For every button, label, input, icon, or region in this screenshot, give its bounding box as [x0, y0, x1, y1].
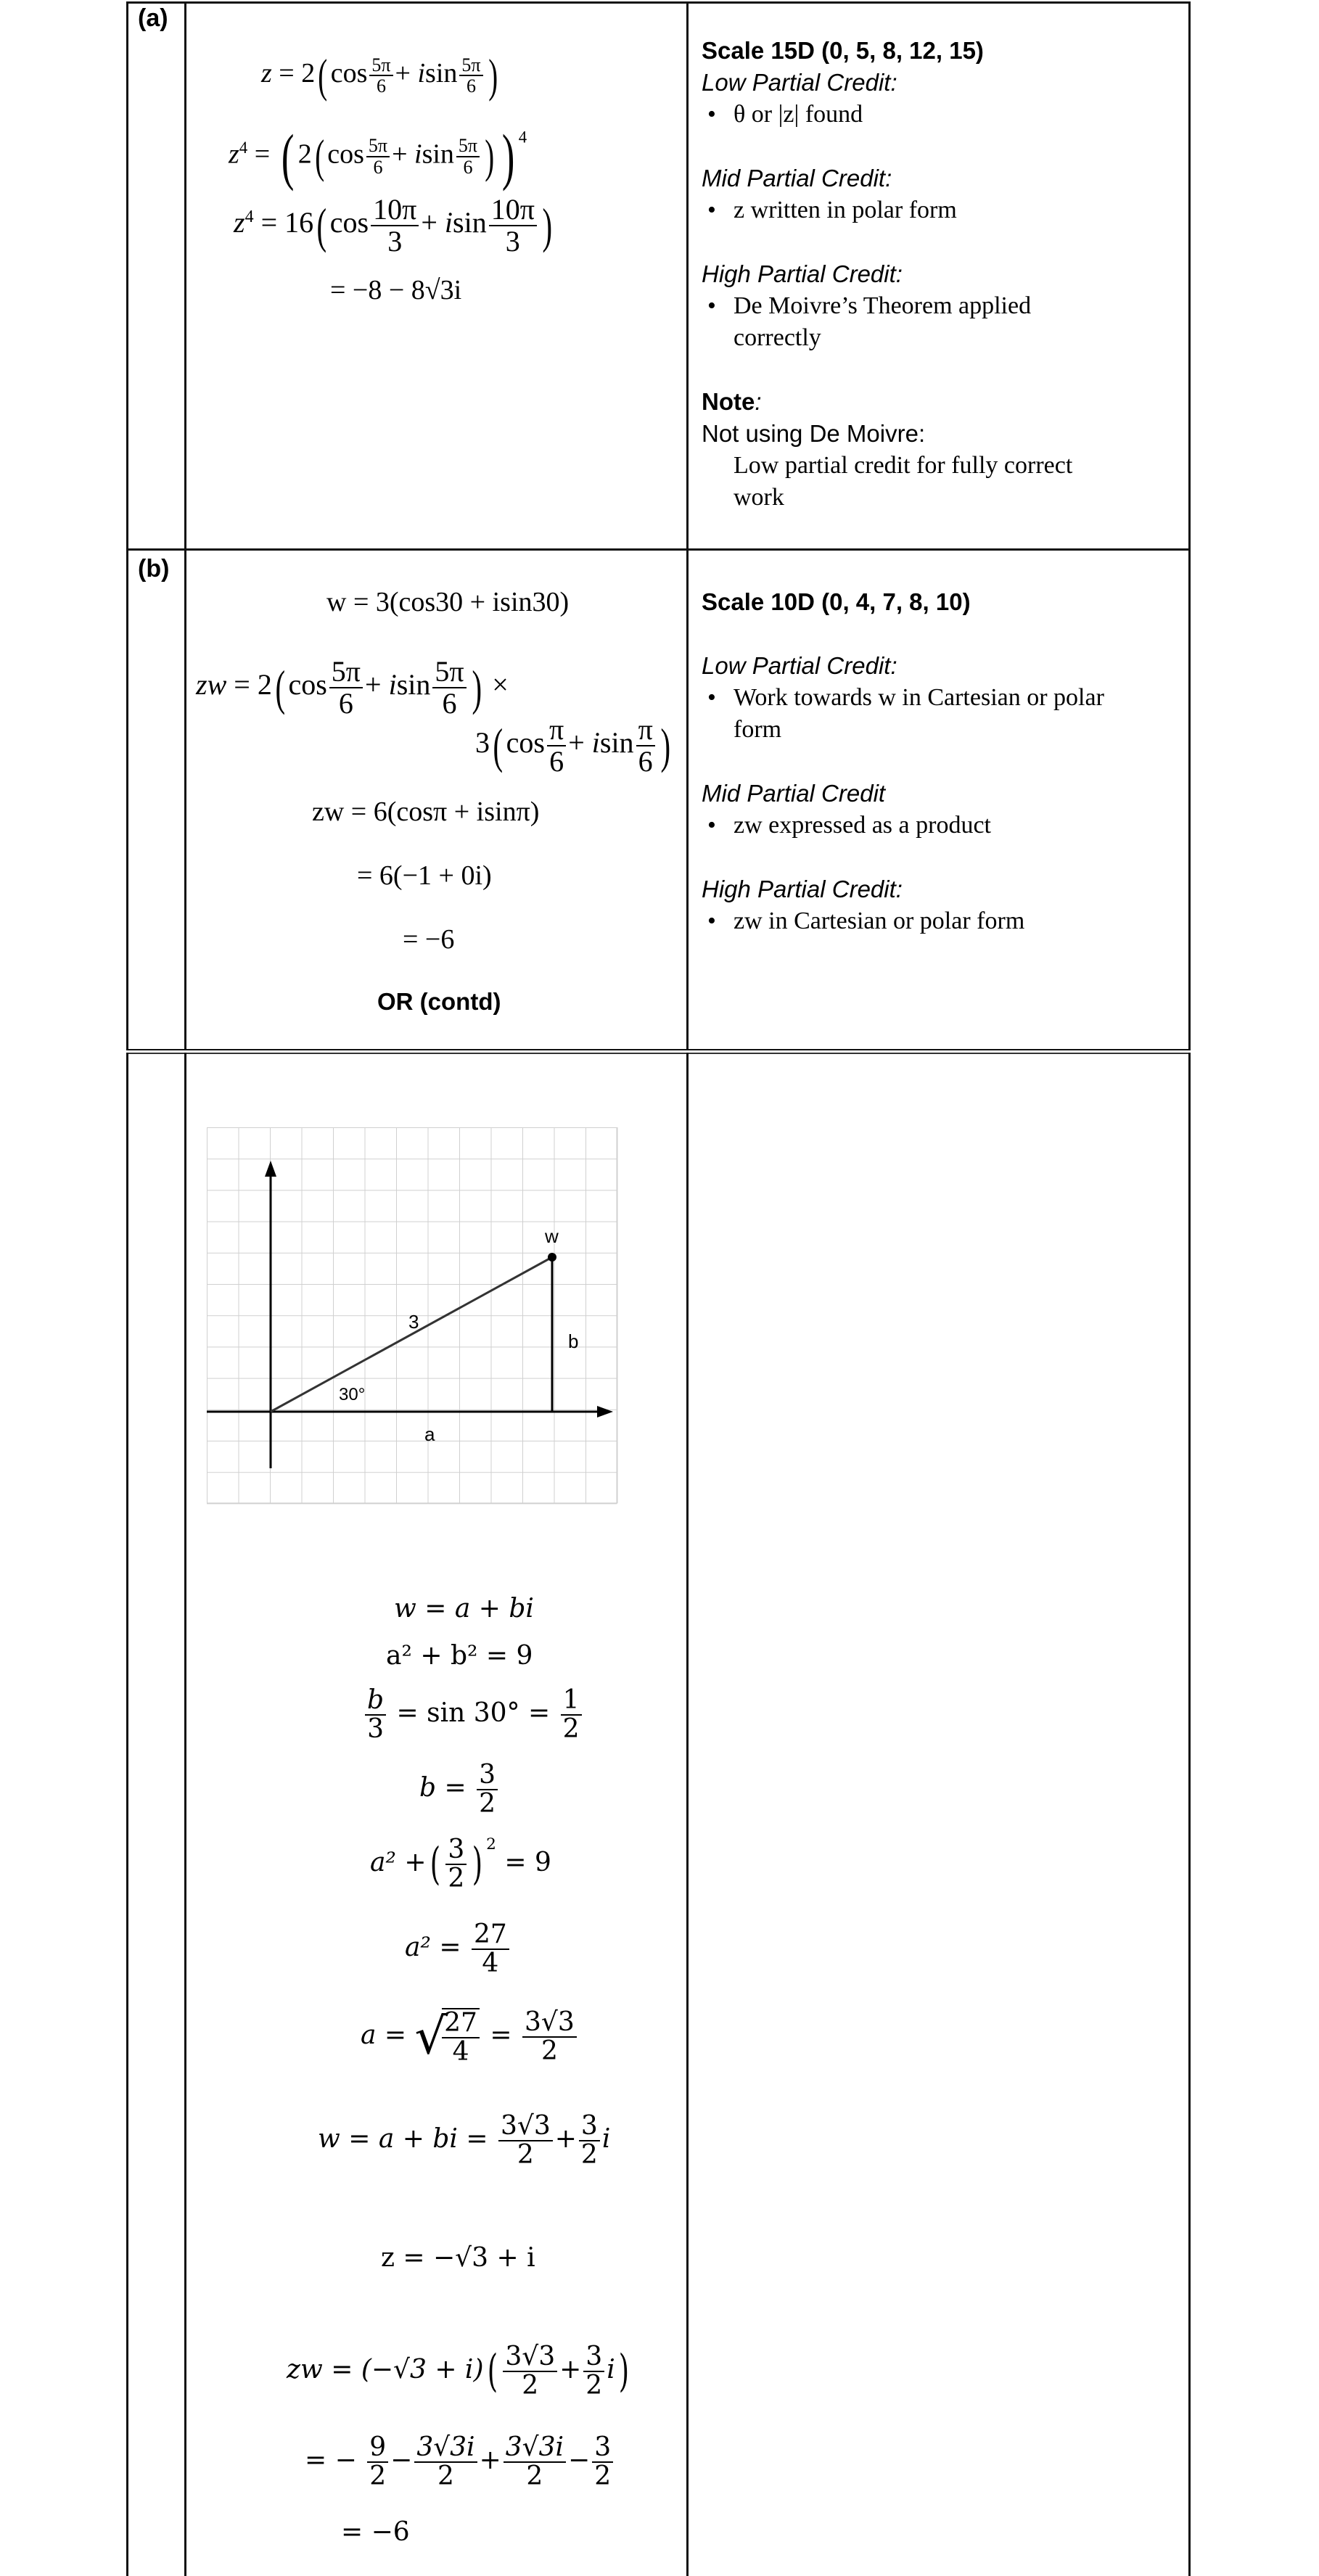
equation-b-value: [419, 1761, 500, 1818]
adjacent-label: a: [424, 1423, 435, 1445]
paren: ): [501, 121, 514, 192]
fraction: [583, 2343, 604, 2400]
row-divider-a-b: [126, 548, 1190, 551]
numerator: π: [547, 715, 566, 746]
equals-sign: =: [490, 2020, 512, 2050]
paren: (: [487, 2345, 498, 2398]
fraction: [371, 194, 419, 257]
denominator: 6: [376, 75, 386, 97]
equation-text: a² =: [405, 1932, 461, 1962]
numerator: b: [365, 1687, 386, 1716]
opposite-label: b: [568, 1330, 579, 1352]
equation-text: a² +: [370, 1848, 427, 1877]
scale-heading: Scale 10D (0, 4, 7, 8, 10): [702, 588, 971, 615]
fraction: [592, 2434, 613, 2490]
denominator: 3: [505, 225, 520, 258]
fraction: [369, 55, 393, 96]
denominator: 6: [442, 687, 457, 720]
low-credit-title: Low Partial Credit:: [702, 652, 897, 679]
numerator: 10π: [371, 194, 419, 226]
imaginary-unit: i: [607, 2354, 615, 2384]
row-top-border-contd: [126, 1053, 1190, 1054]
paren: (: [275, 660, 285, 715]
denominator: 4: [452, 2036, 469, 2067]
paren: (: [315, 130, 324, 183]
fraction: [503, 2343, 557, 2400]
numerator: 3√3: [522, 2009, 577, 2038]
plus-sign: +: [559, 2354, 582, 2384]
mid-credit-title: Mid Partial Credit:: [702, 165, 892, 192]
low-credit-item: • θ or |z| found: [702, 99, 1173, 131]
part-label: (b): [138, 555, 170, 583]
fraction: [366, 136, 390, 177]
coefficient: 3: [475, 726, 490, 760]
operator: +: [479, 2445, 501, 2475]
fraction: [329, 657, 363, 719]
equation-zw-final: [341, 2517, 410, 2547]
sqrt-sign: √: [414, 2008, 447, 2066]
paren: ): [472, 660, 482, 715]
equation-w-factor: 3( cos $\frac{\pi}{6}$ + isin $\frac{\pi}{6}$ ): [475, 713, 670, 778]
numerator: 5π: [329, 657, 363, 688]
point-w-label: w: [545, 1225, 559, 1247]
point-w: [548, 1253, 556, 1262]
denominator: 6: [638, 745, 653, 778]
equation-z4-power: $z^4$ = ( 2( cos $\frac{5\pi}{6}$ + isin $\frac{5\pi}{6}$ ) ) $^4$: [229, 121, 527, 192]
paren: ): [660, 718, 670, 773]
numerator: 10π: [489, 194, 537, 226]
denominator: 2: [517, 2139, 534, 2170]
equation-z4-cartesian: = −8 − 8√3i: [330, 275, 462, 305]
numerator: 5π: [456, 136, 480, 157]
part-label: (a): [138, 4, 168, 32]
fraction: [504, 2434, 566, 2490]
numerator: 3√3: [503, 2343, 557, 2372]
fraction: [445, 1836, 467, 1893]
low-credit-item: • Work towards w in Cartesian or polar: [702, 682, 1173, 714]
fraction: [414, 2434, 477, 2490]
numerator: 3√3i: [414, 2434, 477, 2463]
equation-text: zw = (−√3 + i): [287, 2354, 484, 2384]
numerator: 27: [442, 2009, 480, 2038]
equation-a-squared: [405, 1921, 511, 1978]
equation-substitute-b: [370, 1835, 551, 1893]
table-right-border-contd: [1188, 1053, 1191, 2576]
operator: −: [568, 2445, 591, 2475]
denominator: 6: [549, 745, 564, 778]
denominator: 2: [369, 2461, 387, 2491]
paren: (: [430, 1838, 440, 1890]
equation-z-polar: z = 2( cos $\frac{5\pi}{6}$ + isin $\frac{5\pi}{6}$ ): [261, 49, 498, 102]
equation-z4-polar: $z^4 = 16$( cos $\frac{10\pi}{3}$ + isin $\frac{10\pi}{3}$ ): [234, 193, 553, 258]
fraction: [477, 1761, 498, 1818]
numerator: 3: [477, 1761, 498, 1790]
equation-zw-expansion: [305, 2434, 615, 2490]
coefficient: 16: [284, 206, 314, 239]
exponent: 4: [518, 128, 527, 147]
denominator: 2: [562, 1713, 580, 1744]
equation-text: z = −√3 + i: [381, 2243, 535, 2273]
numerator: 3: [445, 1836, 467, 1865]
fraction: [456, 136, 480, 177]
table-left-border-contd: [126, 1053, 128, 2576]
fraction: [498, 2112, 553, 2169]
low-credit-title: Low Partial Credit:: [702, 69, 897, 96]
table-top-border: [126, 1, 1190, 4]
column-divider-label-contd: [184, 1053, 186, 2576]
denominator: 6: [466, 75, 476, 97]
fraction: [489, 194, 537, 257]
exponent: 4: [239, 138, 248, 157]
numerator: 5π: [432, 657, 466, 688]
numerator: 5π: [366, 136, 390, 157]
high-credit-item: • De Moivre’s Theorem applied: [702, 290, 1173, 322]
equation-text: = sin 30° =: [396, 1698, 551, 1728]
equation-text: a² + b² = 9: [386, 1641, 533, 1671]
note-title: [702, 386, 1173, 418]
scale-heading: Scale 15D (0, 5, 8, 12, 15): [702, 37, 984, 64]
denominator: 6: [463, 156, 473, 178]
column-divider-work: [686, 1, 689, 1050]
exponent: 4: [245, 207, 254, 226]
angle-label: 30°: [339, 1385, 366, 1404]
equals-sign: = −: [305, 2445, 357, 2475]
fraction: [432, 657, 466, 719]
note-detail-cont: work: [734, 484, 784, 511]
equation-a-value: [361, 2008, 579, 2066]
coefficient: 2: [257, 668, 272, 701]
equation-zw-result: = −6: [403, 924, 455, 955]
denominator: 2: [541, 2036, 558, 2066]
denominator: 2: [479, 1788, 496, 1819]
fraction: [579, 2112, 600, 2169]
equation-z-cartesian: [381, 2243, 535, 2273]
denominator: 2: [526, 2461, 543, 2491]
equation-text: w = a + bi =: [318, 2123, 488, 2154]
coefficient: 2: [297, 139, 312, 170]
fraction: [459, 55, 482, 96]
fraction: [522, 2009, 577, 2065]
fraction: [365, 1687, 386, 1743]
numerator: 1: [561, 1687, 582, 1716]
equation-text: = 9: [504, 1848, 551, 1877]
note-line: Not using De Moivre:: [702, 420, 926, 447]
paren: ): [485, 130, 495, 183]
variable: z: [234, 206, 245, 239]
variable: z: [229, 139, 239, 170]
denominator: 2: [437, 2461, 454, 2491]
denominator: 3: [367, 1713, 384, 1744]
fraction: [636, 715, 655, 777]
numerator: π: [636, 715, 655, 746]
paren: (: [316, 198, 327, 253]
plus-sign: +: [554, 2123, 577, 2154]
equation-zw-expand: = 6(−1 + 0i): [357, 860, 492, 891]
equation-w-polar: w = 3(cos30 + isin30): [326, 587, 570, 617]
variable: zw: [196, 668, 227, 701]
numerator: 27: [472, 1921, 509, 1950]
exponent: 2: [486, 1835, 496, 1853]
equation-zw-cartesian-product: [287, 2343, 633, 2400]
paren: ): [488, 49, 498, 102]
denominator: 2: [580, 2139, 598, 2170]
column-divider-work-contd: [686, 1053, 689, 2576]
paren: (: [493, 718, 504, 773]
paren: (: [318, 49, 328, 102]
numerator: 5π: [369, 55, 393, 76]
rubric-b: [702, 586, 1173, 937]
operator: −: [390, 2445, 413, 2475]
times-sign: ×: [492, 668, 509, 701]
paren: ): [618, 2345, 629, 2398]
equation-sin30: [363, 1687, 584, 1743]
equation-w-result: [318, 2112, 610, 2169]
rubric-a: [702, 35, 1173, 514]
denominator: 2: [448, 1864, 465, 1893]
fraction: [561, 1687, 582, 1743]
high-credit-title: High Partial Credit:: [702, 260, 903, 287]
equation-text: a =: [361, 2020, 407, 2050]
coefficient: 2: [301, 58, 316, 89]
denominator: 2: [585, 2370, 603, 2400]
numerator: 9: [367, 2434, 388, 2463]
row-bottom-border-b: [126, 1049, 1190, 1050]
equation-pythagoras: [386, 1641, 533, 1671]
imaginary-unit: i: [601, 2123, 611, 2154]
numerator: 3√3: [498, 2112, 553, 2141]
denominator: 2: [522, 2370, 539, 2400]
denominator: 6: [373, 156, 383, 178]
table-left-border: [126, 1, 128, 1050]
paren: (: [281, 121, 294, 192]
paren: ): [542, 198, 553, 253]
equation-text: = −6: [341, 2517, 410, 2547]
column-divider-label: [184, 1, 186, 1050]
denominator: 3: [387, 225, 403, 258]
note-detail: Low partial credit for fully correct: [734, 452, 1073, 479]
note-colon: :: [755, 388, 762, 415]
paren: ): [472, 1838, 483, 1890]
high-credit-item-cont: correctly: [734, 324, 821, 351]
denominator: 4: [482, 1948, 499, 1978]
denominator: 2: [594, 2461, 612, 2491]
or-continued-label: OR (contd): [377, 988, 501, 1015]
fraction: [472, 1921, 509, 1978]
note-title-text: Note: [702, 388, 755, 415]
mid-credit-item: • zw expressed as a product: [702, 810, 1173, 841]
equation-text: w = a + bi: [394, 1594, 534, 1624]
fraction: [547, 715, 566, 777]
argand-diagram: [207, 1127, 620, 1510]
numerator: 3: [579, 2112, 600, 2141]
high-credit-item: • zw in Cartesian or polar form: [702, 905, 1173, 937]
denominator: 6: [338, 687, 353, 720]
numerator: 5π: [459, 55, 482, 76]
equation-text: b =: [419, 1772, 467, 1803]
variable: z: [261, 58, 272, 89]
low-credit-item-cont: form: [734, 716, 782, 743]
equation-zw-product: zw = 2( cos $\frac{5\pi}{6}$ + isin $\frac{5\pi}{6}$ ) ×: [196, 655, 509, 720]
table-right-border: [1188, 1, 1191, 1050]
high-credit-title: High Partial Credit:: [702, 876, 903, 902]
hypotenuse-label: 3: [408, 1311, 419, 1333]
mid-credit-title: Mid Partial Credit: [702, 780, 886, 807]
fraction: [367, 2434, 388, 2490]
mid-credit-item: • z written in polar form: [702, 194, 1173, 226]
equation-w-cartesian: [394, 1594, 534, 1624]
numerator: 3: [592, 2434, 613, 2463]
numerator: 3: [583, 2343, 604, 2372]
numerator: 3√3i: [504, 2434, 566, 2463]
fraction: [442, 2008, 480, 2066]
equation-zw-polar: zw = 6(cosπ + isinπ): [312, 797, 540, 827]
